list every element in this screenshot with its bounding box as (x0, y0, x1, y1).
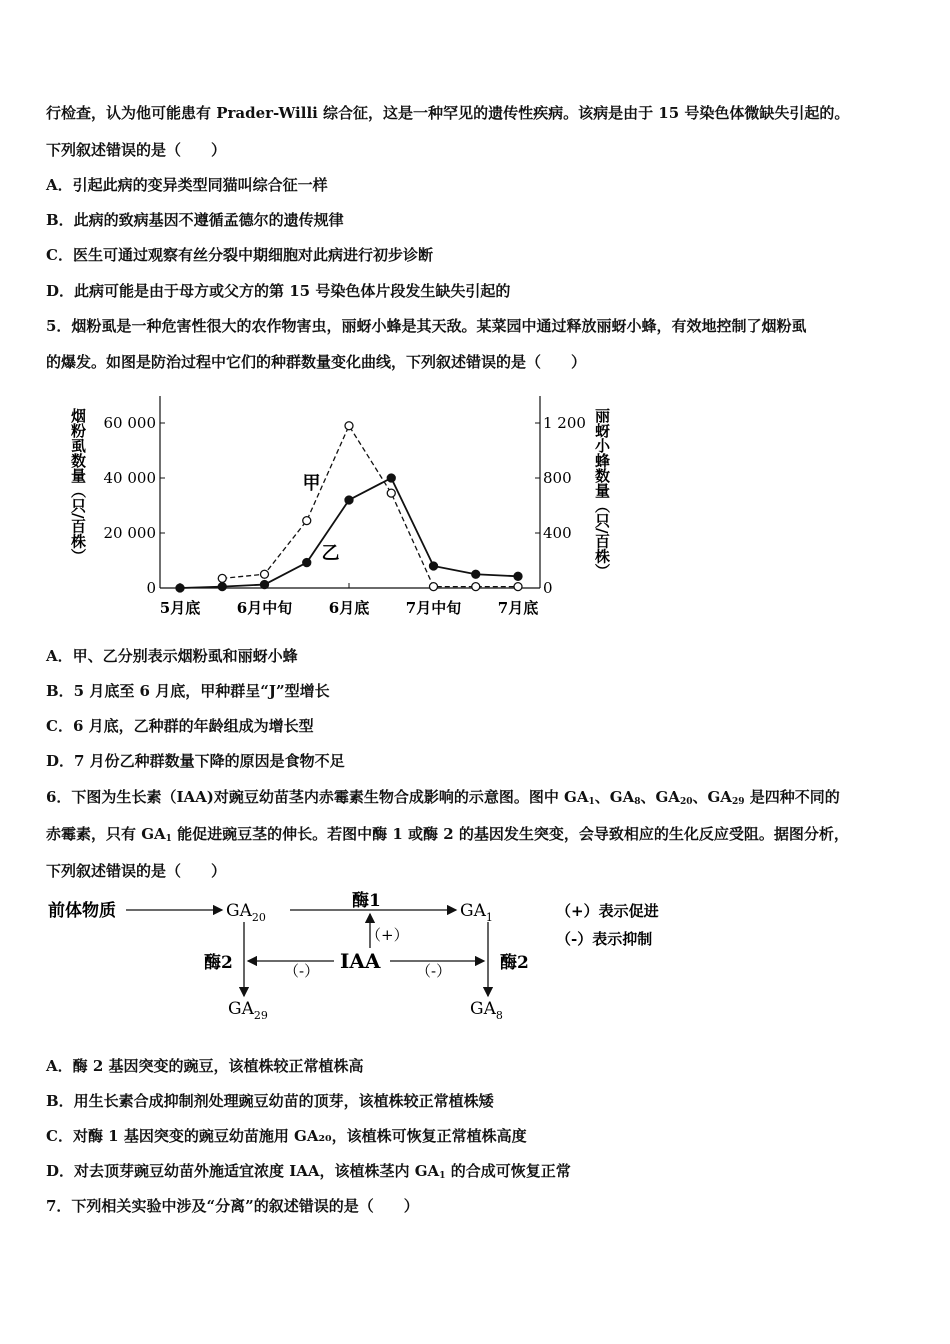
q5-stem-line1: 5．烟粉虱是一种危害性很大的农作物害虫，丽蚜小蜂是其天敌。某菜园中通过释放丽蚜小蜂，有效地控制了烟粉虱 (46, 317, 807, 335)
enzyme2-right-label: 酶2 (500, 953, 529, 973)
y-left-axis-label: 烟粉虱数量（只/百株） (69, 408, 87, 564)
enzyme2-left-label: 酶2 (204, 953, 233, 973)
y-right-tick-label: 800 (543, 469, 572, 487)
gibberellin-pathway-diagram (44, 888, 684, 1028)
series-1-point (387, 489, 395, 497)
q4-stem-line1: 行检查，认为他可能患有 Prader-Willi 综合征，这是一种罕见的遗传性疾病。该病是由于 15 号染色体微缺失引起的。 (46, 104, 850, 122)
series-1-point (261, 570, 269, 578)
series-2-point (261, 581, 269, 589)
series-1-point (218, 574, 226, 582)
series-2-point (472, 570, 480, 578)
q6-stem-line3: 下列叙述错误的是（ ） (46, 862, 227, 880)
q7-stem: 7．下列相关实验中涉及“分离”的叙述错误的是（ ） (46, 1197, 419, 1215)
x-tick-label: 6月底 (328, 599, 370, 617)
q4-option-c: C．医生可通过观察有丝分裂中期细胞对此病进行初步诊断 (46, 246, 433, 264)
q4-option-a: A．引起此病的变异类型同猫叫综合征一样 (46, 176, 328, 194)
iaa-label: IAA (340, 949, 381, 973)
q4-option-b: B．此病的致病基因不遵循孟德尔的遗传规律 (46, 211, 344, 229)
legend-inhibit: （-）表示抑制 (556, 930, 653, 948)
series-2-point (176, 584, 184, 592)
series-1-point (472, 583, 480, 591)
precursor-label: 前体物质 (48, 901, 116, 921)
series-label-1: 甲 (302, 473, 321, 494)
y-right-axis-label: 丽蚜小蜂数量（只/百株） (593, 408, 611, 579)
q6-option-c: C．对酶 1 基因突变的豌豆幼苗施用 GA₂₀，该植株可恢复正常植株高度 (46, 1127, 527, 1145)
q5-option-b: B．5 月底至 6 月底，甲种群呈“J”型增长 (46, 682, 330, 700)
promote-sign: （+） (366, 926, 409, 944)
q6-option-d: D．对去顶芽豌豆幼苗外施适宜浓度 IAA，该植株茎内 $GA_1$ 的合成可恢复正常 (46, 1162, 571, 1181)
enzyme1-label: 酶1 (352, 891, 381, 911)
population-chart (60, 388, 620, 628)
y-right-tick-label: 1 200 (543, 414, 586, 432)
q5-option-a: A．甲、乙分别表示烟粉虱和丽蚜小蜂 (46, 647, 298, 665)
series-2-point (430, 562, 438, 570)
q4-stem-line2: 下列叙述错误的是（ ） (46, 141, 227, 159)
q5-option-d: D．7 月份乙种群数量下降的原因是食物不足 (46, 752, 345, 770)
series-2-point (303, 559, 311, 567)
legend-promote: （+）表示促进 (556, 902, 659, 920)
y-left-tick-label: 20 000 (103, 524, 156, 542)
q5-option-c: C．6 月底，乙种群的年龄组成为增长型 (46, 717, 314, 735)
ga8-label: $GA_8$ (470, 999, 503, 1022)
series-label-2: 乙 (321, 543, 340, 565)
q6-stem-line1: 6．下图为生长素（IAA)对豌豆幼苗茎内赤霉素生物合成影响的示意图。图中 $GA_1$、$GA_8$、$GA_{20}$、$GA_{29}$ 是四种不同的 (46, 788, 840, 807)
y-left-tick-label: 40 000 (103, 469, 156, 487)
ga1-label: $GA_1$ (460, 901, 493, 924)
series-line-1 (222, 426, 518, 587)
inhibit-sign-left: （-） (284, 962, 320, 980)
x-tick-label: 7月中旬 (405, 599, 462, 617)
series-1-point (345, 422, 353, 430)
x-tick-label: 7月底 (497, 599, 539, 617)
series-1-point (430, 583, 438, 591)
series-1-point (303, 517, 311, 525)
series-2-point (387, 474, 395, 482)
q6-stem-line2: 赤霉素，只有 $GA_1$ 能促进豌豆茎的伸长。若图中酶 1 或酶 2 的基因发生突变，会导致相应的生化反应受阻。据图分析， (46, 825, 849, 844)
y-left-tick-label: 60 000 (103, 414, 156, 432)
q5-stem-line2: 的爆发。如图是防治过程中它们的种群数量变化曲线，下列叙述错误的是（ ） (46, 353, 587, 371)
inhibit-sign-right: （-） (416, 962, 452, 980)
q6-option-b: B．用生长素合成抑制剂处理豌豆幼苗的顶芽，该植株较正常植株矮 (46, 1092, 494, 1110)
y-right-tick-label: 0 (543, 579, 553, 597)
series-2-point (345, 496, 353, 504)
series-2-point (218, 583, 226, 591)
ga20-label: $GA_{20}$ (226, 901, 266, 924)
y-left-tick-label: 0 (146, 579, 156, 597)
ga29-label: $GA_{29}$ (228, 999, 268, 1022)
q4-option-d: D．此病可能是由于母方或父方的第 15 号染色体片段发生缺失引起的 (46, 282, 511, 300)
y-right-tick-label: 400 (543, 524, 572, 542)
x-tick-label: 5月底 (159, 599, 201, 617)
q6-option-a: A．酶 2 基因突变的豌豆，该植株较正常植株高 (46, 1057, 364, 1075)
series-1-point (514, 583, 522, 591)
series-line-2 (180, 478, 518, 588)
x-tick-label: 6月中旬 (236, 599, 293, 617)
series-2-point (514, 572, 522, 580)
